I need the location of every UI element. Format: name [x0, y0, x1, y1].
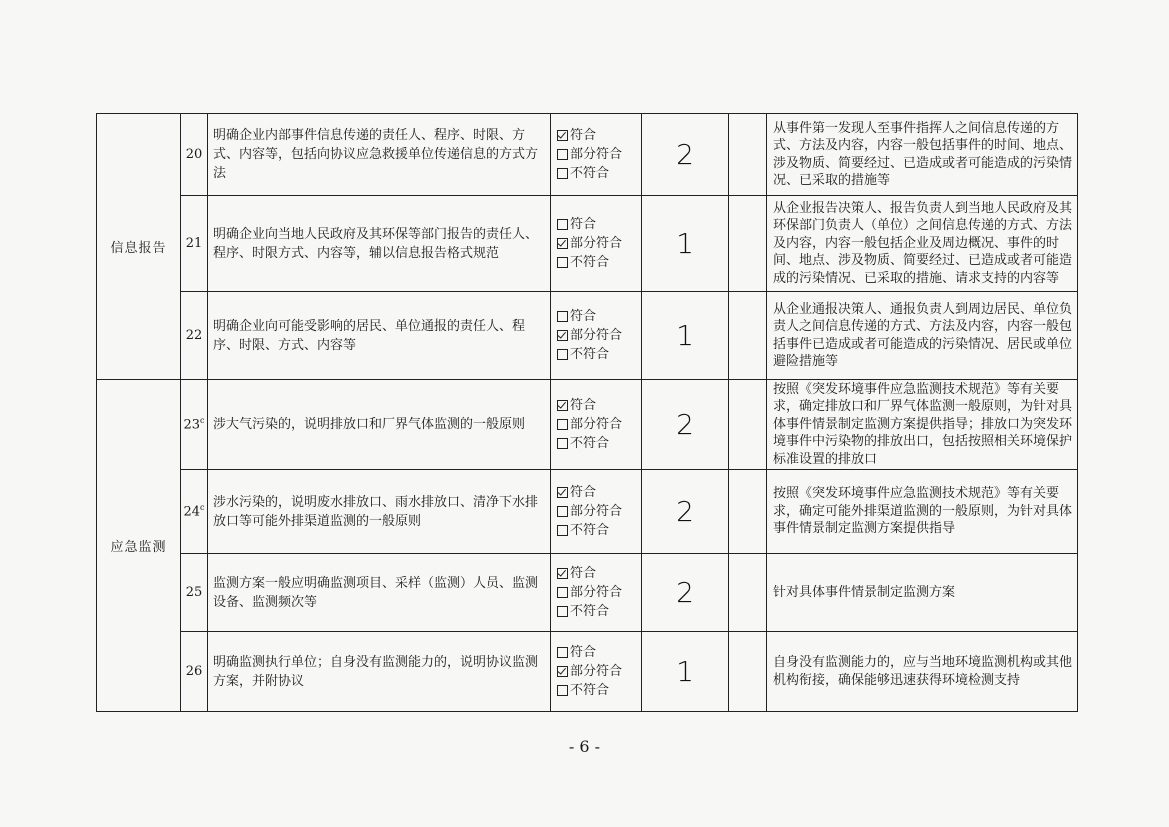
option-label: 不符合	[570, 166, 610, 181]
option-label: 部分符合	[570, 504, 623, 519]
option-conform[interactable]	[557, 643, 641, 662]
option-label: 部分符合	[570, 328, 623, 343]
score-handwritten: 1	[642, 292, 729, 380]
option-label: 不符合	[570, 683, 610, 698]
unchecked-checkbox-icon[interactable]	[557, 606, 568, 617]
option-nonconform[interactable]	[557, 602, 641, 621]
table-row	[97, 470, 1078, 554]
conformity-options	[551, 292, 642, 380]
option-label: 符合	[570, 217, 597, 232]
unchecked-checkbox-icon[interactable]	[557, 349, 568, 360]
option-nonconform[interactable]	[557, 681, 641, 700]
conformity-options	[551, 470, 642, 554]
unchecked-checkbox-icon[interactable]	[557, 587, 568, 598]
checked-checkbox-icon[interactable]	[557, 666, 568, 677]
evaluation-table	[96, 113, 1078, 712]
option-label: 符合	[570, 128, 597, 143]
unchecked-checkbox-icon[interactable]	[557, 219, 568, 230]
table-row	[97, 292, 1078, 380]
unchecked-checkbox-icon[interactable]	[557, 257, 568, 268]
item-number: 26	[181, 632, 208, 712]
unchecked-checkbox-icon[interactable]	[557, 685, 568, 696]
score-handwritten: 2	[642, 380, 729, 470]
item-number: 24$^c$	[181, 470, 208, 554]
guidance-note: 从企业通报决策人、通报负责人到周边居民、单位负责人之间信息传递的方式、方法及内容，内容一般包括事件已造成或者可能造成的污染情况、居民或单位避险措施等	[767, 292, 1078, 380]
option-partial[interactable]	[557, 662, 641, 681]
blank-cell	[729, 196, 767, 292]
checked-checkbox-icon[interactable]	[557, 330, 568, 341]
option-nonconform[interactable]	[557, 521, 641, 540]
option-conform[interactable]	[557, 215, 641, 234]
blank-cell	[729, 114, 767, 196]
item-mark: c	[200, 416, 205, 426]
option-conform[interactable]	[557, 396, 641, 415]
option-nonconform[interactable]	[557, 345, 641, 364]
item-number: 20	[181, 114, 208, 196]
category-cell: 应急监测	[97, 380, 181, 712]
option-label: 部分符合	[570, 585, 623, 600]
option-label: 符合	[570, 309, 597, 324]
conformity-options	[551, 114, 642, 196]
item-mark: c	[200, 503, 205, 513]
unchecked-checkbox-icon[interactable]	[557, 647, 568, 658]
option-conform[interactable]	[557, 564, 641, 583]
table-row	[97, 554, 1078, 632]
blank-cell	[729, 470, 767, 554]
table-row	[97, 196, 1078, 292]
blank-cell	[729, 292, 767, 380]
guidance-note: 从企业报告决策人、报告负责人到当地人民政府及其环保部门负责人（单位）之间信息传递的方式、方法及内容，内容一般包括企业及周边概况、事件的时间、地点、涉及物质、简要经过、已造成或者可能造成的污染情况、已采取的措施、请求支持的内容等	[767, 196, 1078, 292]
checked-checkbox-icon[interactable]	[557, 568, 568, 579]
score-handwritten: 2	[642, 554, 729, 632]
requirement-text: 明确监测执行单位；自身没有监测能力的，说明协议监测方案，并附协议	[208, 632, 551, 712]
unchecked-checkbox-icon[interactable]	[557, 438, 568, 449]
checked-checkbox-icon[interactable]	[557, 400, 568, 411]
blank-cell	[729, 632, 767, 712]
option-nonconform[interactable]	[557, 434, 641, 453]
option-nonconform[interactable]	[557, 253, 641, 272]
guidance-note: 按照《突发环境事件应急监测技术规范》等有关要求，确定排放口和厂界气体监测一般原则，为针对具体事件情景制定监测方案提供指导；排放口为突发环境事件中污染物的排放出口，包括按照相关环境保护标准设置的排放口	[767, 380, 1078, 470]
page-number: - 6 -	[568, 737, 601, 756]
conformity-options	[551, 196, 642, 292]
guidance-note: 从事件第一发现人至事件指挥人之间信息传递的方式、方法及内容，内容一般包括事件的时间、地点、涉及物质、简要经过、已造成或者可能造成的污染情况、已采取的措施等	[767, 114, 1078, 196]
unchecked-checkbox-icon[interactable]	[557, 168, 568, 179]
score-handwritten: 1	[642, 196, 729, 292]
option-partial[interactable]	[557, 326, 641, 345]
score-handwritten: 2	[642, 114, 729, 196]
option-conform[interactable]	[557, 307, 641, 326]
checked-checkbox-icon[interactable]	[557, 238, 568, 249]
option-label: 部分符合	[570, 147, 623, 162]
option-label: 不符合	[570, 523, 610, 538]
conformity-options	[551, 554, 642, 632]
conformity-options	[551, 632, 642, 712]
guidance-note: 针对具体事件情景制定监测方案	[767, 554, 1078, 632]
table-row	[97, 632, 1078, 712]
requirement-text: 明确企业内部事件信息传递的责任人、程序、时限、方式、内容等，包括向协议应急救援单位传递信息的方式方法	[208, 114, 551, 196]
unchecked-checkbox-icon[interactable]	[557, 525, 568, 536]
checked-checkbox-icon[interactable]	[557, 487, 568, 498]
option-label: 不符合	[570, 255, 610, 270]
item-number: 22	[181, 292, 208, 380]
option-conform[interactable]	[557, 126, 641, 145]
requirement-text: 监测方案一般应明确监测项目、采样（监测）人员、监测设备、监测频次等	[208, 554, 551, 632]
option-label: 符合	[570, 398, 597, 413]
checked-checkbox-icon[interactable]	[557, 130, 568, 141]
option-partial[interactable]	[557, 145, 641, 164]
option-partial[interactable]	[557, 234, 641, 253]
score-handwritten: 1	[642, 632, 729, 712]
requirement-text: 涉大气污染的，说明排放口和厂界气体监测的一般原则	[208, 380, 551, 470]
score-handwritten: 2	[642, 470, 729, 554]
requirement-text: 涉水污染的，说明废水排放口、雨水排放口、清净下水排放口等可能外排渠道监测的一般原则	[208, 470, 551, 554]
option-partial[interactable]	[557, 583, 641, 602]
unchecked-checkbox-icon[interactable]	[557, 311, 568, 322]
guidance-note: 自身没有监测能力的，应与当地环境监测机构或其他机构衔接，确保能够迅速获得环境检测支持	[767, 632, 1078, 712]
unchecked-checkbox-icon[interactable]	[557, 419, 568, 430]
conformity-options	[551, 380, 642, 470]
item-number: 21	[181, 196, 208, 292]
unchecked-checkbox-icon[interactable]	[557, 506, 568, 517]
option-partial[interactable]	[557, 415, 641, 434]
option-partial[interactable]	[557, 502, 641, 521]
option-conform[interactable]	[557, 483, 641, 502]
table-row	[97, 114, 1078, 196]
option-label: 部分符合	[570, 417, 623, 432]
option-label: 部分符合	[570, 664, 623, 679]
blank-cell	[729, 554, 767, 632]
category-cell: 信息报告	[97, 114, 181, 380]
option-label: 部分符合	[570, 236, 623, 251]
requirement-text: 明确企业向当地人民政府及其环保等部门报告的责任人、程序、时限方式、内容等，辅以信息报告格式规范	[208, 196, 551, 292]
guidance-note: 按照《突发环境事件应急监测技术规范》等有关要求，确定可能外排渠道监测的一般原则，为针对具体事件情景制定监测方案提供指导	[767, 470, 1078, 554]
option-label: 符合	[570, 645, 597, 660]
item-number: 23$^c$	[181, 380, 208, 470]
unchecked-checkbox-icon[interactable]	[557, 149, 568, 160]
option-label: 符合	[570, 566, 597, 581]
blank-cell	[729, 380, 767, 470]
option-label: 不符合	[570, 604, 610, 619]
option-label: 不符合	[570, 347, 610, 362]
option-label: 符合	[570, 485, 597, 500]
requirement-text: 明确企业向可能受影响的居民、单位通报的责任人、程序、时限、方式、内容等	[208, 292, 551, 380]
item-number: 25	[181, 554, 208, 632]
option-nonconform[interactable]	[557, 164, 641, 183]
table-row	[97, 380, 1078, 470]
option-label: 不符合	[570, 436, 610, 451]
evaluation-table-sheet	[96, 113, 1077, 712]
